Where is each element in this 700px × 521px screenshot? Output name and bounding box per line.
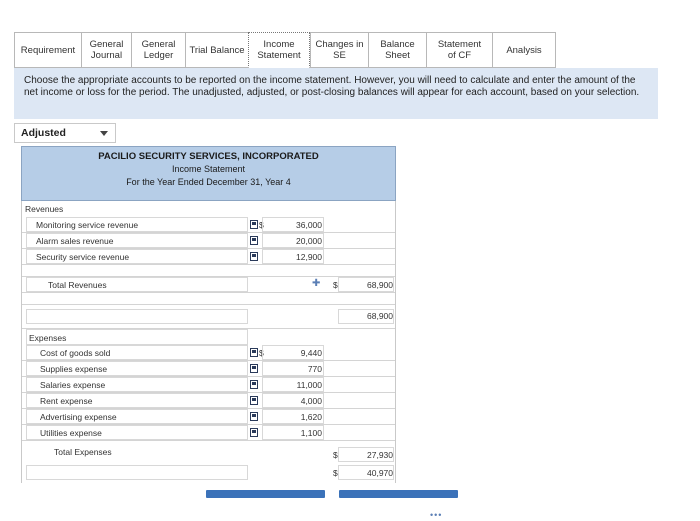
account-name: Utilities expense	[40, 428, 102, 438]
table-row	[22, 345, 395, 361]
section-row	[22, 201, 395, 217]
table-row	[22, 305, 395, 329]
computed-value: 68,900	[367, 311, 393, 321]
tab-general-journal[interactable]: General Journal	[81, 32, 131, 68]
instructions-text: Choose the appropriate accounts to be reported on the income statement. However, you will need to calculate and enter the amount of the net income or loss for the period. The unadjusted, adjusted, or post-closing balances will appear for each account, based on your selection.	[14, 68, 658, 119]
dollar-sign: $	[259, 220, 264, 230]
revenues-label: Revenues	[25, 204, 64, 214]
total-revenues-label: Total Revenues	[48, 280, 107, 290]
table-row	[22, 377, 395, 393]
dollar-sign: $	[333, 280, 338, 290]
statement-header	[21, 146, 396, 201]
tab-trial-balance[interactable]: Trial Balance	[185, 32, 248, 68]
table-row	[22, 249, 395, 265]
table-row	[22, 393, 395, 409]
tab-analysis[interactable]: Analysis	[492, 32, 556, 68]
tab-bar	[14, 32, 556, 68]
account-name: Advertising expense	[40, 412, 117, 422]
section-row	[22, 329, 395, 345]
tab-requirement[interactable]: Requirement	[14, 32, 81, 68]
flag-icon	[250, 236, 258, 245]
statement-title: Income Statement	[171, 164, 246, 174]
flag-icon	[250, 380, 258, 389]
amount-value: 11,000	[296, 380, 322, 390]
total-expenses-row	[22, 441, 395, 465]
spacer-row	[22, 265, 395, 277]
account-select[interactable]	[26, 465, 248, 480]
amount-value: 1,100	[300, 428, 322, 438]
tab-balance-sheet[interactable]: Balance Sheet	[368, 32, 426, 68]
table-row	[22, 361, 395, 377]
tab-statement-of-cf[interactable]: Statement of CF	[426, 32, 492, 68]
chevron-down-icon	[100, 131, 108, 136]
flag-icon	[250, 412, 258, 421]
tab-changes-in-se[interactable]: Changes in SE	[310, 32, 368, 68]
flag-icon	[250, 396, 258, 405]
company-name: PACILIO SECURITY SERVICES, INCORPORATED	[98, 151, 319, 162]
amount-value: 36,000	[296, 220, 322, 230]
table-row	[22, 233, 395, 249]
account-name: Cost of goods sold	[40, 348, 111, 358]
account-name: Salaries expense	[40, 380, 106, 390]
net-income-row	[22, 465, 395, 483]
dollar-sign: $	[333, 468, 338, 478]
balance-type-value: Adjusted	[21, 127, 66, 139]
dollar-sign: $	[259, 348, 264, 358]
flag-icon	[250, 252, 258, 261]
expenses-label: Expenses	[29, 333, 67, 343]
total-expenses-label: Total Expenses	[54, 447, 112, 457]
tab-general-ledger[interactable]: General Ledger	[131, 32, 185, 68]
amount-value: 9,440	[300, 348, 322, 358]
tab-income-statement[interactable]: Income Statement	[248, 32, 310, 68]
balance-type-select[interactable]	[14, 123, 116, 143]
income-statement	[21, 146, 396, 483]
prev-button[interactable]	[206, 490, 325, 498]
account-select[interactable]	[26, 309, 248, 324]
spacer-row	[22, 293, 395, 305]
amount-value: 770	[307, 364, 322, 374]
account-name: Alarm sales revenue	[36, 236, 114, 246]
account-name: Supplies expense	[40, 364, 108, 374]
amount-value: 20,000	[296, 236, 322, 246]
table-row	[22, 217, 395, 233]
total-revenues-row	[22, 277, 395, 293]
flag-icon	[250, 220, 258, 229]
total-revenues-value: 68,900	[367, 280, 393, 290]
amount-value: 4,000	[300, 396, 322, 406]
flag-icon	[250, 364, 258, 373]
flag-icon	[250, 348, 258, 357]
total-expenses-value: 27,930	[367, 450, 393, 460]
account-name: Monitoring service revenue	[36, 220, 139, 230]
flag-icon	[250, 428, 258, 437]
dollar-sign: $	[333, 450, 338, 460]
net-income-value: 40,970	[367, 468, 393, 478]
account-name: Rent expense	[40, 396, 93, 406]
table-row	[22, 409, 395, 425]
more-icon: •••	[430, 510, 443, 520]
statement-period: For the Year Ended December 31, Year 4	[126, 177, 291, 187]
table-row	[22, 425, 395, 441]
statement-grid	[21, 201, 396, 483]
next-button[interactable]	[339, 490, 458, 498]
plus-icon: ✚	[312, 278, 321, 289]
amount-value: 12,900	[296, 252, 322, 262]
account-name: Security service revenue	[36, 252, 130, 262]
amount-value: 1,620	[300, 412, 322, 422]
